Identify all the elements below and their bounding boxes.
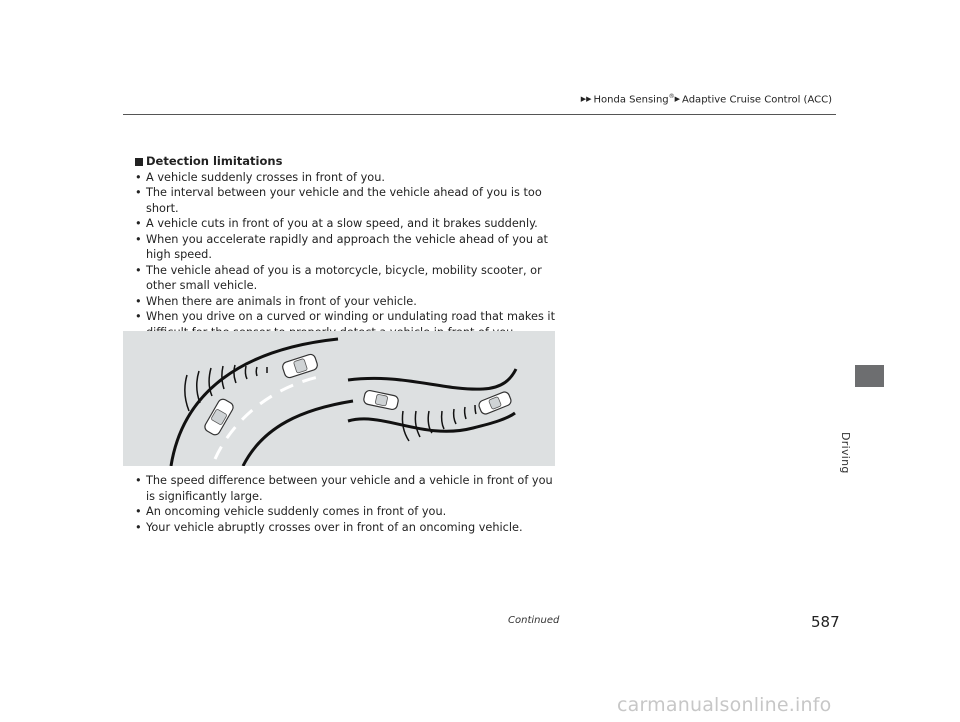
list-item: • A vehicle cuts in front of you at a slow speed, and it brakes suddenly.	[135, 216, 560, 232]
section-title	[135, 154, 560, 170]
detection-limitations-section	[135, 154, 560, 340]
detection-limitations-continued	[135, 473, 560, 535]
lane-marking-dashed	[215, 376, 323, 459]
list-item: • A vehicle suddenly crosses in front of you.	[135, 170, 560, 186]
side-tab-label: Driving	[839, 432, 852, 474]
vehicle-own-right	[363, 390, 399, 411]
side-tab	[855, 365, 884, 387]
triangle-right-icon: ▶▶	[580, 95, 592, 104]
breadcrumb-part2: Adaptive Cruise Control (ACC)	[682, 94, 832, 106]
list-item: • The vehicle ahead of you is a motorcycle, bicycle, mobility scooter, or other small vehicle.	[135, 263, 560, 294]
radar-waves-right	[402, 405, 476, 441]
list-item: • The speed difference between your vehicle and a vehicle in front of you is significantly large.	[135, 473, 560, 504]
road-edge-right-bottom	[348, 413, 515, 431]
watermark: carmanualsonline.info	[617, 694, 832, 716]
road-edge-right-top	[348, 369, 516, 389]
breadcrumb	[581, 93, 832, 105]
triangle-right-icon: ▶	[674, 95, 681, 104]
list-item: • When you drive on a curved or winding or undulating road that makes it	[135, 309, 560, 340]
breadcrumb-part1: Honda Sensing	[593, 94, 669, 106]
vehicle-ahead-right	[478, 391, 513, 416]
list-item: • When there are animals in front of your vehicle.	[135, 294, 560, 310]
continued-label: Continued	[508, 615, 560, 626]
list-item: • Your vehicle abruptly crosses over in front of an oncoming vehicle.	[135, 520, 560, 536]
vehicle-ahead-left	[281, 353, 318, 379]
header-rule	[123, 114, 836, 115]
section-title-text: Detection limitations	[146, 154, 283, 168]
curved-road-illustration	[123, 331, 555, 466]
page-number: 587	[811, 613, 840, 631]
list-item: • An oncoming vehicle suddenly comes in front of you.	[135, 504, 560, 520]
square-bullet-icon	[135, 158, 143, 166]
list-item: • The interval between your vehicle and the vehicle ahead of you is too short.	[135, 185, 560, 216]
registered-mark: ®	[668, 93, 675, 100]
bullet-list-top	[135, 170, 560, 341]
vehicle-own	[203, 397, 235, 436]
bullet-list-bottom	[135, 473, 560, 535]
road-edge-inner	[243, 401, 353, 466]
list-item: • When you accelerate rapidly and approach the vehicle ahead of you at high speed.	[135, 232, 560, 263]
road-diagram	[123, 331, 555, 466]
